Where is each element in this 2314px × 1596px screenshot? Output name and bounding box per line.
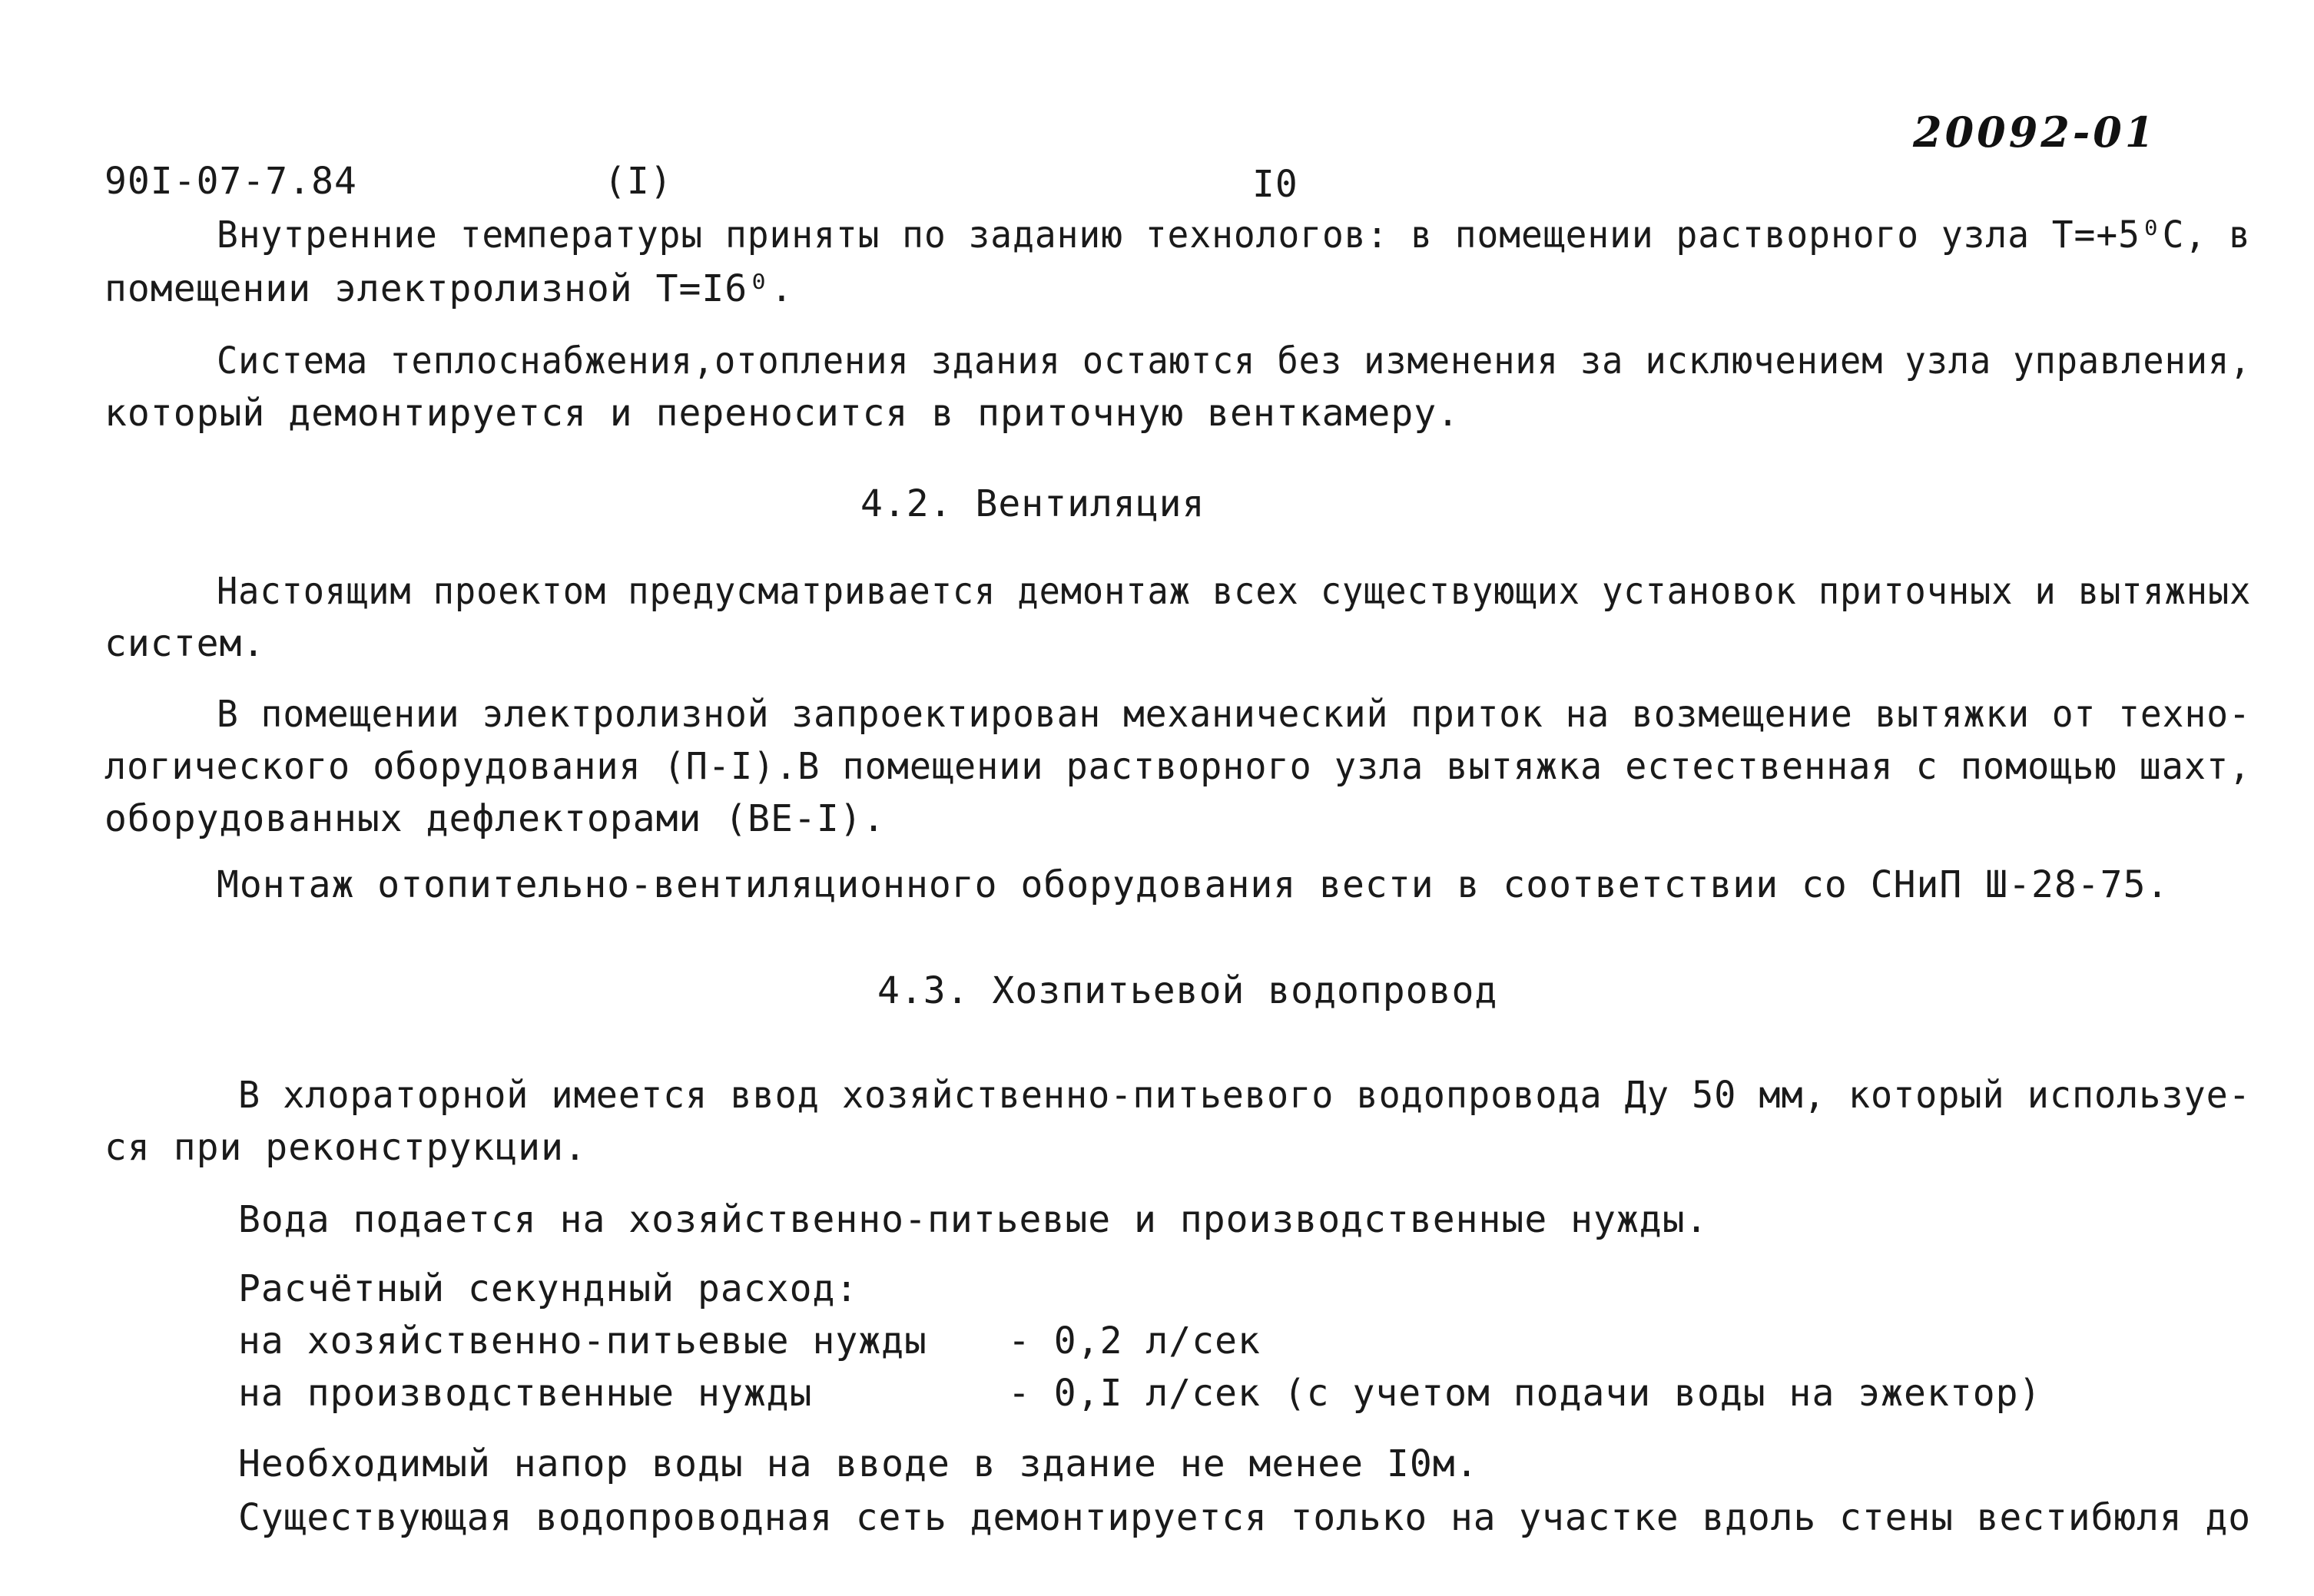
section-heading: 4.2. Вентиляция (860, 482, 1205, 525)
paragraph-line: который демонтируется и переносится в приточную венткамеру. (104, 392, 1460, 435)
paragraph-line: Необходимый напор воды на вводе в здание не менее I0м. (238, 1442, 1479, 1485)
paragraph-line: Расчётный секундный расход: (238, 1267, 859, 1310)
handwritten-number: 20092-01 (1913, 108, 2157, 157)
paragraph-line: Существующая водопроводная сеть демонтируется только на участке вдоль стены вестибюля до (238, 1496, 2252, 1539)
paragraph-line: систем. (104, 622, 266, 665)
flow-value: - 0,2 л/сек (1008, 1320, 1261, 1363)
section-heading: 4.3. Хозпитьевой водопровод (877, 969, 1498, 1012)
flow-label: на производственные нужды (238, 1372, 813, 1415)
page-number: I0 (1252, 163, 1298, 206)
paragraph-line: Настоящим проектом предусматривается демонтаж всех существующих установок приточных и вытяжных (217, 570, 2252, 613)
paragraph-line: В хлораторной имеется ввод хозяйственно-питьевого водопровода Ду 50 мм, который используе- (238, 1074, 2251, 1117)
flow-value: - 0,I л/сек (с учетом подачи воды на эжектор) (1008, 1372, 2042, 1415)
paragraph-line: ся при реконструкции. (104, 1126, 587, 1169)
doc-code: 90I-07-7.84 (104, 160, 357, 203)
paragraph-line: помещении электролизной Т=I6⁰. (104, 267, 794, 310)
paragraph-line: Система теплоснабжения,отопления здания остаются без изменения за исключением узла управления, (217, 339, 2252, 382)
paragraph-line: Вода подается на хозяйственно-питьевые и производственные нужды. (238, 1198, 1709, 1241)
paragraph-line: оборудованных дефлекторами (ВЕ-I). (104, 797, 886, 840)
paragraph-line: Внутренние температуры приняты по заданию технологов: в помещении растворного узла Т=+5⁰С, в (217, 214, 2251, 257)
paragraph-line: В помещении электролизной запроектирован механический приток на возмещение вытяжки от техно- (217, 693, 2251, 736)
paragraph-line: логического оборудования (П-I).В помещении растворного узла вытяжка естественная с помощью шахт, (104, 745, 2252, 788)
doc-part: (I) (604, 160, 673, 203)
flow-label: на хозяйственно-питьевые нужды (238, 1320, 927, 1363)
paragraph-line: Монтаж отопительно-вентиляционного оборудования вести в соответствии со СНиП Ш-28-75. (217, 863, 2170, 906)
